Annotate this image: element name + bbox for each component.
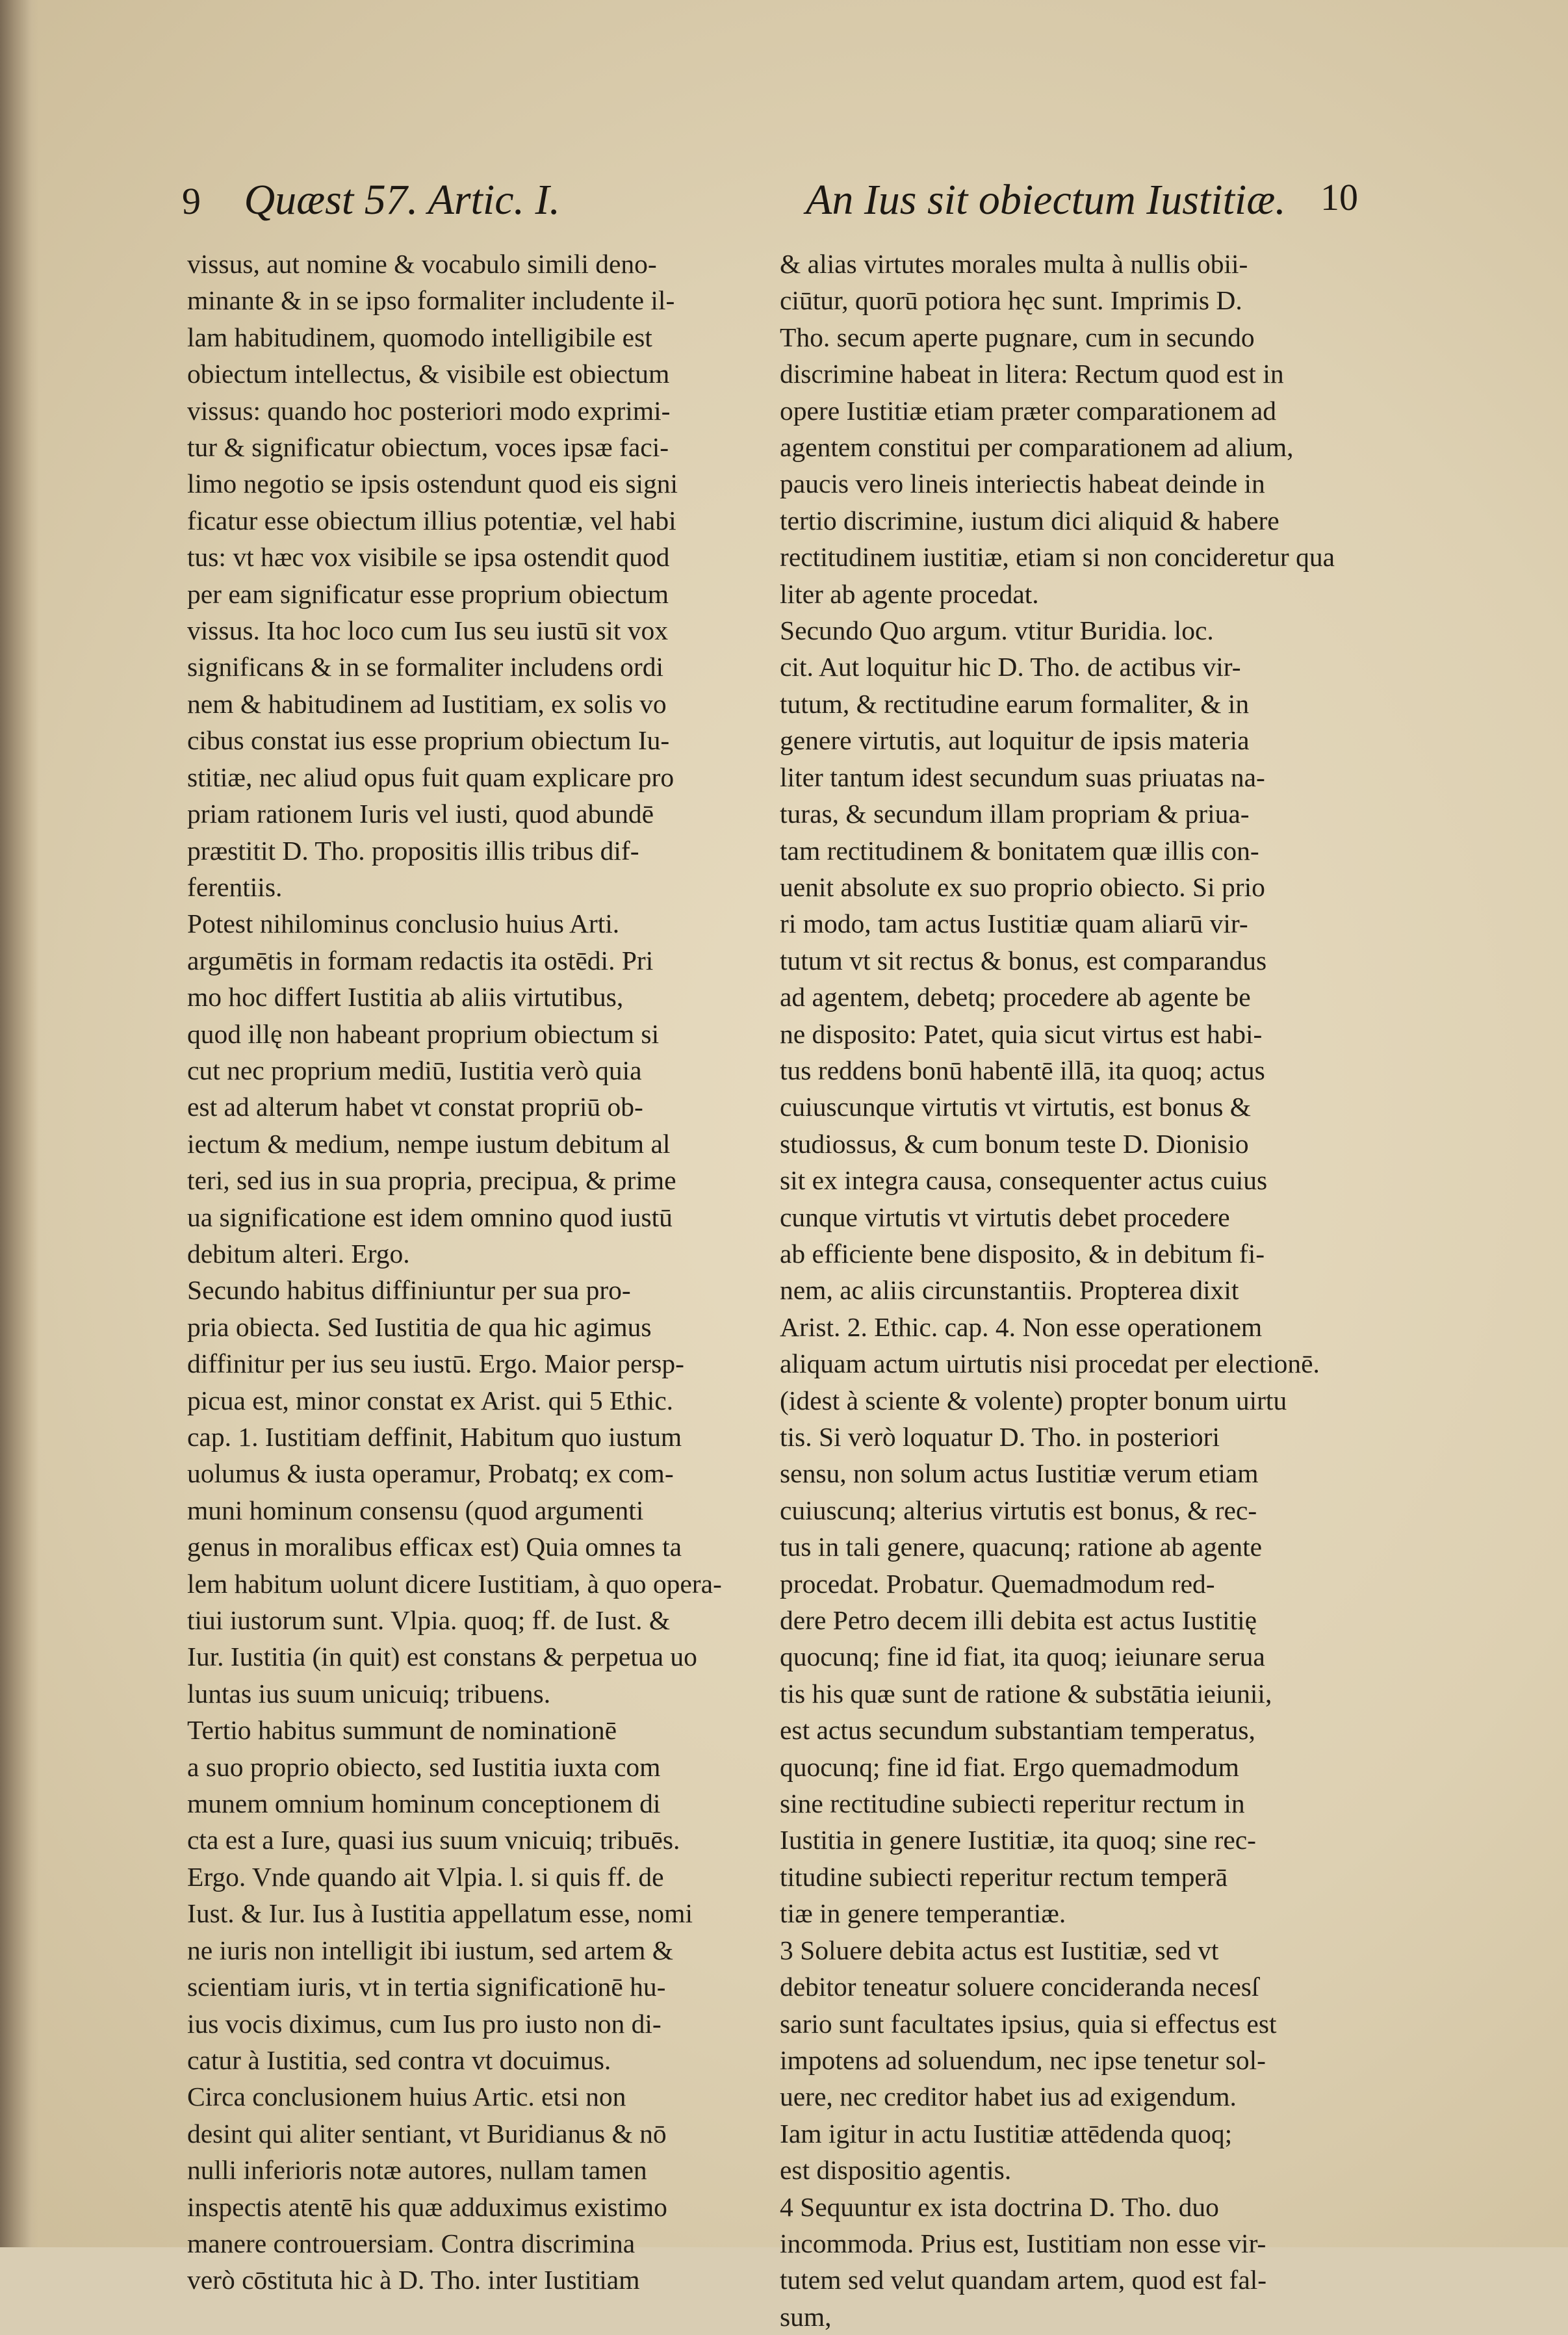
- text-line: a suo proprio obiecto, sed Iustitia iuxta com: [187, 1751, 661, 1782]
- text-line: Iur. Iustitia (in quit) est constans & perpetua uo: [187, 1642, 697, 1672]
- text-line: ne disposito: Patet, quia sicut virtus est habi-: [780, 1018, 1263, 1049]
- text-line: dere Petro decem illi debita est actus Iustitię: [780, 1605, 1257, 1636]
- right-text-column: [780, 246, 1335, 2335]
- text-line: est actus secundum substantiam temperatus,: [780, 1715, 1255, 1746]
- text-line: 3 Soluere debita actus est Iustitiæ, sed vt: [780, 1935, 1219, 1965]
- text-line: obiectum intellectus, & visibile est obiectum: [187, 359, 670, 389]
- text-line: limo negotio se ipsis ostendunt quod eis signi: [187, 469, 678, 499]
- text-line: debitum alteri. Ergo.: [187, 1238, 410, 1269]
- text-line: priam rationem Iuris vel iusti, quod abundē: [187, 799, 654, 829]
- text-line: scientiam iuris, vt in tertia significationē hu-: [187, 1972, 666, 2002]
- text-line: tus in tali genere, quacunq; ratione ab agente: [780, 1532, 1263, 1562]
- text-line: incommoda. Prius est, Iustitiam non esse vir-: [780, 2228, 1266, 2258]
- text-line: tutum, & rectitudine earum formaliter, & in: [780, 688, 1250, 719]
- text-line: studiossus, & cum bonum teste D. Dionisio: [780, 1128, 1249, 1159]
- text-line: lem habitum uolunt dicere Iustitiam, à quo opera-: [187, 1568, 722, 1599]
- text-line: tutem sed velut quandam artem, quod est fal-: [780, 2265, 1267, 2295]
- text-line: cuiuscunq; alterius virtutis est bonus, & rec-: [780, 1495, 1257, 1525]
- text-line: Iust. & Iur. Ius à Iustitia appellatum esse, nomi: [187, 1898, 693, 1929]
- text-line: liter tantum idest secundum suas priuatas na-: [780, 762, 1265, 792]
- left-page-number: 9: [182, 180, 201, 222]
- text-line: desint qui aliter sentiant, vt Buridianus & nō: [187, 2118, 667, 2148]
- left-running-header: [182, 175, 741, 225]
- text-line: minante & in se ipso formaliter includente il-: [187, 285, 675, 316]
- text-line: cap. 1. Iustitiam deffinit, Habitum quo iustum: [187, 1422, 682, 1452]
- text-line: uolumus & iusta operamur, Probatq; ex com-: [187, 1458, 674, 1489]
- text-line: & alias virtutes morales multa à nullis obii-: [780, 249, 1248, 279]
- text-line: Iam igitur in actu Iustitiæ attēdenda quoq;: [780, 2118, 1233, 2148]
- text-line: tur & significatur obiectum, voces ipsæ faci-: [187, 432, 669, 463]
- text-line: nulli inferioris notæ autores, nullam tamen: [187, 2155, 647, 2186]
- text-line: sensu, non solum actus Iustitiæ verum etiam: [780, 1458, 1259, 1489]
- right-running-head: An Ius sit obiectum Iustitiæ.: [806, 176, 1286, 224]
- text-line: catur à Iustitia, sed contra vt docuimus.: [187, 2045, 611, 2075]
- text-line: tus reddens bonū habentē illā, ita quoq; actus: [780, 1055, 1265, 1085]
- text-line: præstitit D. Tho. propositis illis tribus dif-: [187, 835, 639, 866]
- right-page-number: 10: [1320, 176, 1358, 218]
- text-line: sum,: [780, 2301, 832, 2332]
- book-binding-shadow: [0, 0, 39, 2247]
- text-line: quocunq; fine id fiat, ita quoq; ieiunare serua: [780, 1642, 1265, 1672]
- text-line: per eam significatur esse proprium obiectum: [187, 578, 669, 609]
- text-line: ua significatione est idem omnino quod iustū: [187, 1202, 673, 1232]
- text-line: diffinitur per ius seu iustū. Ergo. Maior persp-: [187, 1348, 684, 1379]
- text-line: sario sunt facultates ipsius, quia si effectus est: [780, 2008, 1277, 2039]
- text-line: liter ab agente procedat.: [780, 578, 1039, 609]
- text-line: Circa conclusionem huius Artic. etsi non: [187, 2082, 626, 2112]
- text-line: cunque virtutis vt virtutis debet procedere: [780, 1202, 1230, 1232]
- text-line: Tertio habitus summunt de nominationē: [187, 1715, 617, 1746]
- text-line: est ad alterum habet vt constat propriū ob-: [187, 1092, 643, 1122]
- text-line: Tho. secum aperte pugnare, cum in secundo: [780, 322, 1255, 352]
- text-line: picua est, minor constat ex Arist. qui 5 Ethic.: [187, 1385, 674, 1415]
- text-line: (idest à sciente & volente) propter bonum uirtu: [780, 1385, 1287, 1415]
- left-text-column: [187, 246, 726, 2299]
- text-line: aliquam actum uirtutis nisi procedat per electionē.: [780, 1348, 1320, 1379]
- text-line: mo hoc differt Iustitia ab aliis virtutibus,: [187, 982, 624, 1013]
- text-line: cuiuscunque virtutis vt virtutis, est bonus &: [780, 1092, 1252, 1122]
- text-line: agentem constitui per comparationem ad alium,: [780, 432, 1294, 463]
- text-line: tiæ in genere temperantiæ.: [780, 1898, 1066, 1929]
- text-line: nem, ac aliis circunstantiis. Propterea dixit: [780, 1275, 1239, 1306]
- text-line: genere virtutis, aut loquitur de ipsis materia: [780, 725, 1250, 756]
- text-line: tis his quæ sunt de ratione & substātia ieiunii,: [780, 1678, 1272, 1709]
- text-line: procedat. Probatur. Quemadmodum red-: [780, 1568, 1215, 1599]
- text-line: opere Iustitiæ etiam præter comparationem ad: [780, 395, 1277, 426]
- text-line: impotens ad soluendum, nec ipse tenetur sol-: [780, 2045, 1266, 2075]
- text-line: vissus, aut nomine & vocabulo simili deno-: [187, 249, 657, 279]
- text-line: cit. Aut loquitur hic D. Tho. de actibus vir-: [780, 652, 1241, 682]
- text-line: ius vocis diximus, cum Ius pro iusto non di-: [187, 2008, 662, 2039]
- text-line: uenit absolute ex suo proprio obiecto. Si prio: [780, 871, 1265, 902]
- text-line: Secundo habitus diffiniuntur per sua pro-: [187, 1275, 631, 1306]
- text-line: cta est a Iure, quasi ius suum vnicuiq; tribuēs.: [187, 1825, 680, 1855]
- text-line: uere, nec creditor habet ius ad exigendum.: [780, 2082, 1237, 2112]
- text-line: pria obiecta. Sed Iustitia de qua hic agimus: [187, 1311, 652, 1342]
- text-line: significans & in se formaliter includens ordi: [187, 652, 663, 682]
- text-line: 4 Sequuntur ex ista doctrina D. Tho. duo: [780, 2191, 1219, 2222]
- text-line: verò cōstituta hic à D. Tho. inter Iustitiam: [187, 2265, 640, 2295]
- text-line: debitor teneatur soluere concideranda necesſ: [780, 1972, 1259, 2002]
- text-line: tus: vt hæc vox visibile se ipsa ostendit quod: [187, 542, 670, 573]
- right-running-header: [806, 175, 1358, 225]
- text-line: munem omnium hominum conceptionem di: [187, 1788, 661, 1819]
- text-line: cut nec proprium mediū, Iustitia verò quia: [187, 1055, 642, 1085]
- text-line: inspectis atentē his quæ adduximus existimo: [187, 2191, 667, 2222]
- text-line: genus in moralibus efficax est) Quia omnes ta: [187, 1532, 682, 1562]
- text-line: est dispositio agentis.: [780, 2155, 1012, 2186]
- text-line: iectum & medium, nempe iustum debitum al: [187, 1128, 671, 1159]
- text-line: tis. Si verò loquatur D. Tho. in posteriori: [780, 1422, 1220, 1452]
- text-line: Potest nihilominus conclusio huius Arti.: [187, 909, 620, 939]
- text-line: nem & habitudinem ad Iustitiam, ex solis vo: [187, 688, 667, 719]
- text-line: cibus constat ius esse proprium obiectum Iu-: [187, 725, 670, 756]
- text-line: Secundo Quo argum. vtitur Buridia. loc.: [780, 615, 1214, 646]
- text-line: titudine subiecti reperitur rectum temperā: [780, 1861, 1228, 1892]
- text-line: muni hominum consensu (quod argumenti: [187, 1495, 644, 1525]
- text-line: quod illę non habeant proprium obiectum si: [187, 1018, 660, 1049]
- text-line: quocunq; fine id fiat. Ergo quemadmodum: [780, 1751, 1239, 1782]
- text-line: sit ex integra causa, consequenter actus cuius: [780, 1165, 1268, 1196]
- text-line: vissus. Ita hoc loco cum Ius seu iustū sit vox: [187, 615, 669, 646]
- text-line: teri, sed ius in sua propria, precipua, & prime: [187, 1165, 676, 1196]
- text-line: turas, & secundum illam propriam & priua-: [780, 799, 1250, 829]
- text-line: rectitudinem iustitiæ, etiam si non concideretur qua: [780, 542, 1335, 573]
- text-line: tertio discrimine, iustum dici aliquid & habere: [780, 505, 1279, 535]
- text-line: Ergo. Vnde quando ait Vlpia. l. si quis ff. de: [187, 1861, 664, 1892]
- text-line: manere controuersiam. Contra discrimina: [187, 2228, 636, 2258]
- text-line: luntas ius suum unicuiq; tribuens.: [187, 1678, 551, 1709]
- text-line: lam habitudinem, quomodo intelligibile est: [187, 322, 652, 352]
- text-line: discrimine habeat in litera: Rectum quod est in: [780, 359, 1284, 389]
- text-line: stitiæ, nec aliud opus fuit quam explicare pro: [187, 762, 675, 792]
- text-line: ne iuris non intelligit ibi iustum, sed artem &: [187, 1935, 674, 1965]
- text-line: vissus: quando hoc posteriori modo exprimi-: [187, 395, 671, 426]
- left-running-head: Quæst 57. Artic. I.: [244, 176, 560, 224]
- text-line: tutum vt sit rectus & bonus, est comparandus: [780, 945, 1267, 975]
- text-line: sine rectitudine subiecti reperitur rectum in: [780, 1788, 1245, 1819]
- text-line: argumētis in formam redactis ita ostēdi. Pri: [187, 945, 654, 975]
- text-line: tiui iustorum sunt. Vlpia. quoq; ff. de Iust. &: [187, 1605, 671, 1636]
- text-line: ferentiis.: [187, 871, 283, 902]
- text-line: ab efficiente bene disposito, & in debitum fi-: [780, 1238, 1265, 1269]
- text-line: ad agentem, debetq; procedere ab agente be: [780, 982, 1251, 1013]
- text-line: ficatur esse obiectum illius potentiæ, vel habi: [187, 505, 676, 535]
- text-line: tam rectitudinem & bonitatem quæ illis con-: [780, 835, 1259, 866]
- text-line: Iustitia in genere Iustitiæ, ita quoq; sine rec-: [780, 1825, 1256, 1855]
- text-line: paucis vero lineis interiectis habeat deinde in: [780, 469, 1265, 499]
- text-line: ri modo, tam actus Iustitiæ quam aliarū vir-: [780, 909, 1248, 939]
- text-line: ciūtur, quorū potiora hęc sunt. Imprimis D.: [780, 285, 1242, 316]
- text-line: Arist. 2. Ethic. cap. 4. Non esse operationem: [780, 1311, 1263, 1342]
